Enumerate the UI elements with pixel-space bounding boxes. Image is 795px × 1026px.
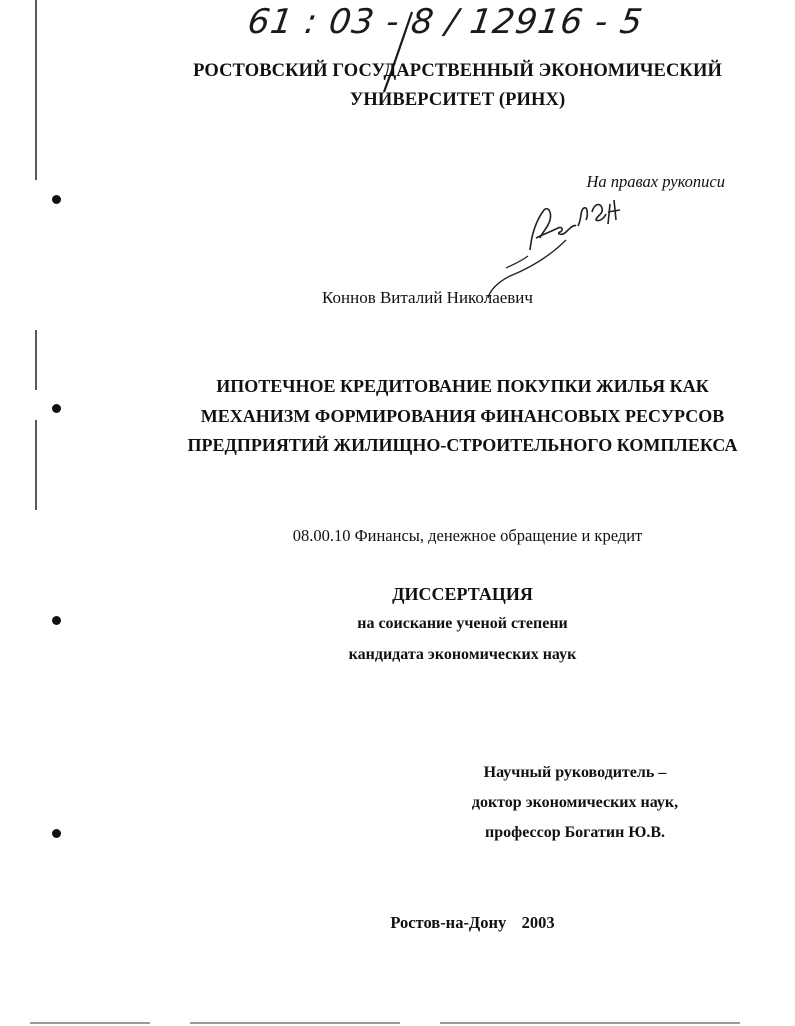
city-and-year: Ростов-на-Дону 2003: [390, 913, 555, 932]
supervisor-line-2: доктор экономических наук,: [471, 794, 679, 811]
binding-hole-mark: [52, 829, 61, 838]
scan-bottom-streak: [30, 1022, 150, 1024]
supervisor-line-3: профессор Богатин Ю.В.: [485, 824, 665, 841]
dissertation-title-line-3: ПРЕДПРИЯТИЙ ЖИЛИЩНО-СТРОИТЕЛЬНОГО КОМПЛЕКСА: [187, 435, 738, 455]
dissertation-title-line-2: МЕХАНИЗМ ФОРМИРОВАНИЯ ФИНАНСОВЫХ РЕСУРСОВ: [200, 406, 725, 426]
dissertation-heading: ДИССЕРТАЦИЯ: [392, 584, 533, 604]
binding-hole-mark: [52, 195, 61, 204]
handwritten-archive-code: 61 : 03 - 8 / 12916 - 5: [245, 2, 646, 42]
dissertation-title-line-1: ИПОТЕЧНОЕ КРЕДИТОВАНИЕ ПОКУПКИ ЖИЛЬЯ КАК: [216, 376, 709, 396]
scan-left-edge-line: [35, 420, 37, 510]
university-name-line-1: РОСТОВСКИЙ ГОСУДАРСТВЕННЫЙ ЭКОНОМИЧЕСКИЙ: [193, 61, 722, 81]
supervisor-line-1: Научный руководитель –: [483, 764, 667, 781]
author-name: Коннов Виталий Николаевич: [322, 288, 533, 307]
specialty-code: 08.00.10 Финансы, денежное обращение и кредит: [292, 526, 643, 545]
scan-bottom-streak: [190, 1022, 400, 1024]
manuscript-rights-note: На правах рукописи: [586, 172, 725, 191]
degree-line-2: кандидата экономических наук: [348, 646, 577, 663]
scan-bottom-streak: [440, 1022, 740, 1024]
degree-line-1: на соискание ученой степени: [357, 615, 568, 632]
university-name-line-2: УНИВЕРСИТЕТ (РИНХ): [349, 90, 566, 110]
